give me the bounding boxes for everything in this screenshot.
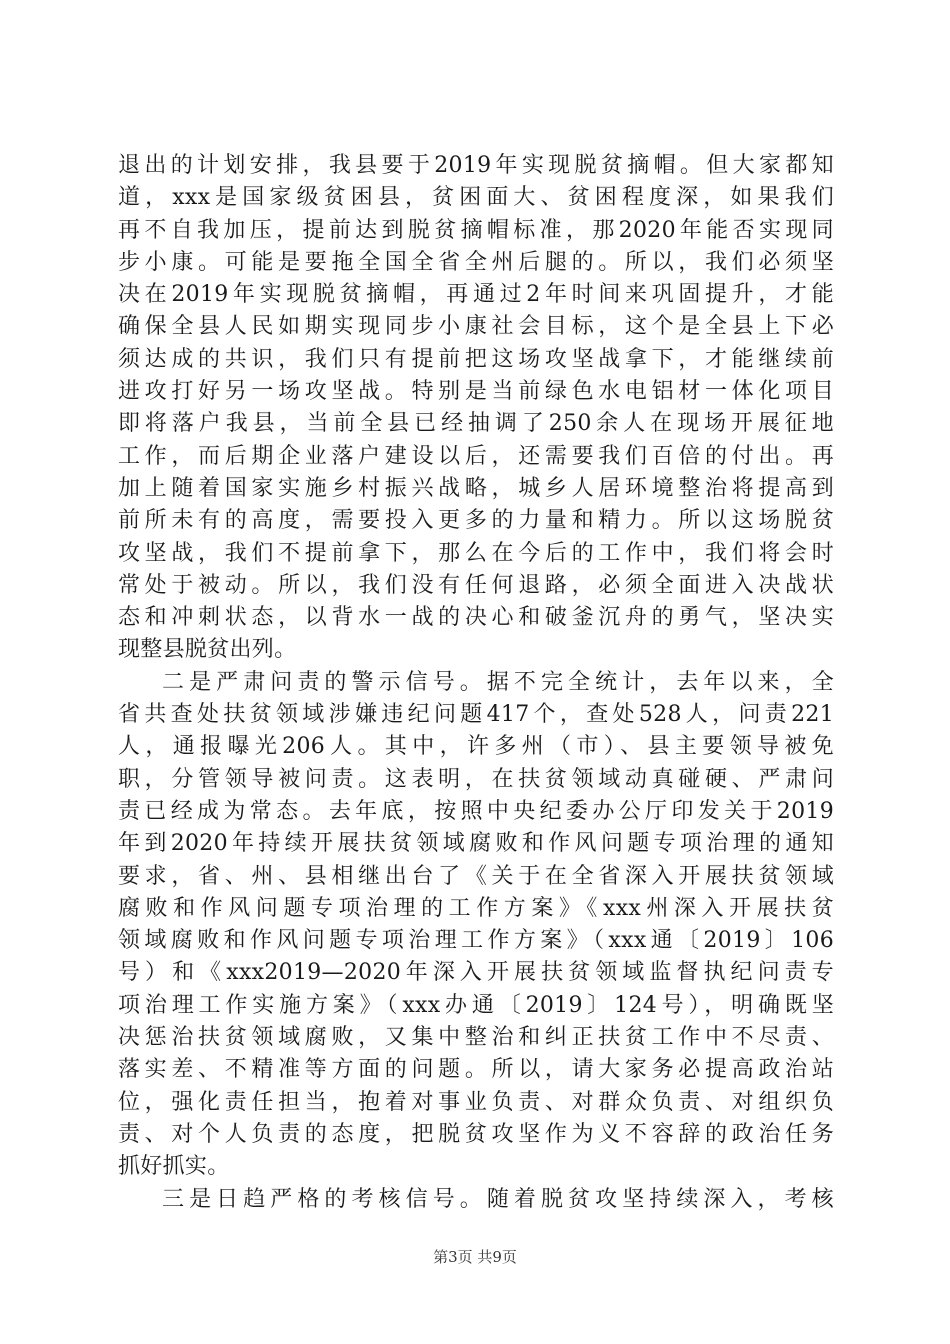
text-line: 职，分管领导被问责。这表明，在扶贫领域动真碰硬、严肃问 (118, 766, 834, 792)
text-line: 确保全县人民如期实现同步小康社会目标，这个是全县上下必 (118, 314, 834, 340)
text-line: 位，强化责任担当，抱着对事业负责、对群众负责、对组织负 (118, 1089, 834, 1115)
text-line: 决在2019年实现脱贫摘帽，再通过2年时间来巩固提升，才能 (118, 282, 834, 308)
text-line: 人，通报曝光206人。其中，许多州（市）、县主要领导被免 (118, 734, 834, 760)
body-text (118, 150, 834, 1216)
text-line: 常处于被动。所以，我们没有任何退路，必须全面进入决战状 (118, 572, 834, 598)
text-line: 现整县脱贫出列。 (118, 637, 297, 663)
text-line: 道，xxx是国家级贫困县，贫困面大、贫困程度深，如果我们 (118, 185, 834, 211)
paragraph-start-line: 二是严肃问责的警示信号。据不完全统计，去年以来，全 (162, 669, 834, 695)
text-line: 落实差、不精准等方面的问题。所以，请大家务必提高政治站 (118, 1057, 834, 1083)
text-line: 腐败和作风问题专项治理的工作方案》《xxx州深入开展扶贫 (118, 895, 834, 921)
text-line: 再不自我加压，提前达到脱贫摘帽标准，那2020年能否实现同 (118, 217, 834, 243)
text-line: 态和冲刺状态，以背水一战的决心和破釜沉舟的勇气，坚决实 (118, 605, 834, 631)
text-line: 省共查处扶贫领域涉嫌违纪问题417个，查处528人，问责221 (118, 702, 834, 728)
text-line: 决惩治扶贫领域腐败，又集中整治和纠正扶贫工作中不尽责、 (118, 1025, 834, 1051)
text-line: 前所未有的高度，需要投入更多的力量和精力。所以这场脱贫 (118, 508, 834, 534)
text-line: 领域腐败和作风问题专项治理工作方案》（xxx通〔2019〕106 (118, 928, 834, 954)
text-line: 工作，而后期企业落户建设以后，还需要我们百倍的付出。再 (118, 443, 834, 469)
text-line: 项治理工作实施方案》（xxx办通〔2019〕124号），明确既坚 (118, 992, 834, 1018)
text-line: 抓好抓实。 (118, 1154, 230, 1180)
text-line: 要求，省、州、县相继出台了《关于在全省深入开展扶贫领域 (118, 863, 834, 889)
text-line: 须达成的共识，我们只有提前把这场攻坚战拿下，才能继续前 (118, 346, 834, 372)
text-line: 年到2020年持续开展扶贫领域腐败和作风问题专项治理的通知 (118, 831, 834, 857)
text-line: 攻坚战，我们不提前拿下，那么在今后的工作中，我们将会时 (118, 540, 834, 566)
text-line: 加上随着国家实施乡村振兴战略，城乡人居环境整治将提高到 (118, 475, 834, 501)
text-line: 即将落户我县，当前全县已经抽调了250余人在现场开展征地 (118, 411, 834, 437)
text-line: 进攻打好另一场攻坚战。特别是当前绿色水电铝材一体化项目 (118, 379, 834, 405)
text-line: 责、对个人负责的态度，把脱贫攻坚作为义不容辞的政治任务 (118, 1121, 834, 1147)
paragraph-start-line: 三是日趋严格的考核信号。随着脱贫攻坚持续深入，考核 (162, 1186, 834, 1212)
text-line: 步小康。可能是要拖全国全省全州后腿的。所以，我们必须坚 (118, 249, 834, 275)
text-line: 责已经成为常态。去年底，按照中央纪委办公厅印发关于2019 (118, 798, 834, 824)
text-line: 退出的计划安排，我县要于2019年实现脱贫摘帽。但大家都知 (118, 153, 834, 178)
page-number-footer: 第3页 共9页 (433, 1248, 517, 1266)
text-line: 号）和《xxx2019—2020年深入开展扶贫领域监督执纪问责专 (118, 960, 834, 986)
